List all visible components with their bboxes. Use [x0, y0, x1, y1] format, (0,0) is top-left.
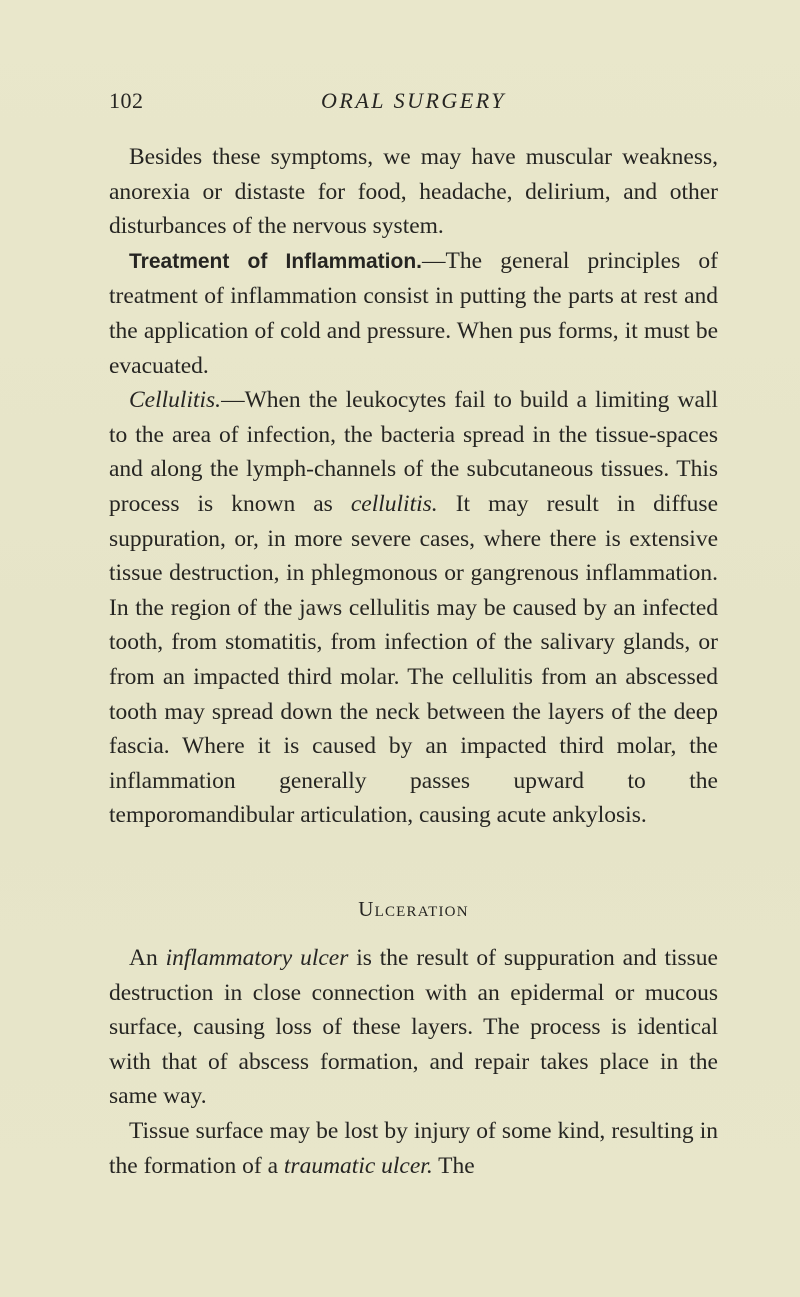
paragraph-text: —When the leukocytes fail to build a limiting wall to the area of infection, the bacteria spread in the tissue-spaces and along the lymph-channels of the subcutaneous tissues. This process is known as [109, 387, 718, 517]
paragraph-text: The [432, 1152, 475, 1179]
page-header [109, 88, 709, 118]
paragraph-text: Tissue surface may be lost by injury of some kind, resulting in the formation of a [109, 1117, 718, 1179]
paragraph-text: is the result of suppuration and tissue destruction in close connection with an epidermal or mucous surface, causing loss of these layers. The process is identical with that of abscess formation, and repair takes place in the same way. [109, 945, 718, 1110]
cellulitis-term: cellulitis. [350, 490, 438, 517]
inflammatory-ulcer-term: inflammatory ulcer [165, 945, 349, 971]
body-text [109, 140, 718, 833]
paragraph-inflammatory-ulcer [109, 941, 718, 1114]
paragraph-cellulitis [109, 383, 718, 833]
page-number: 102 [109, 88, 144, 113]
paragraph-text: It may result in diffuse suppuration, or, in more severe cases, where there is extensive tissue destruction, in phlegmonous or gangrenous inflammation. In the region of the jaws cellulitis may be caused by an infected tooth, from stomatitis, from infection of the salivary glands, or from an impacted third molar. The cellulitis from an abscessed tooth may spread down the neck between the layers of the deep fascia. Where it is caused by an impacted third molar, the inflammation generally passes upward to the temporomandibular articulation, causing acute ankylosis. [109, 490, 718, 829]
section-heading-ulceration: Ulceration [358, 897, 469, 921]
paragraph-traumatic-ulcer [109, 1114, 718, 1183]
paragraph-text: Besides these symptoms, we may have muscular weakness, anorexia or distaste for food, headache, delirium, and other disturbances of the nervous system. [109, 144, 718, 240]
running-title: ORAL SURGERY [321, 88, 507, 113]
section-body-text [109, 941, 718, 1183]
paragraph-symptoms [109, 140, 718, 244]
paragraph-treatment [109, 244, 718, 383]
treatment-heading: Treatment of Inflammation. [129, 249, 422, 273]
traumatic-ulcer-term: traumatic ulcer. [283, 1152, 433, 1179]
paragraph-text: —The general principles of treatment of inflammation consist in putting the parts at rest and the application of cold and pressure. When pus forms, it must be evacuated. [109, 247, 718, 379]
cellulitis-heading: Cellulitis. [129, 387, 222, 414]
paragraph-text: An [129, 945, 166, 971]
